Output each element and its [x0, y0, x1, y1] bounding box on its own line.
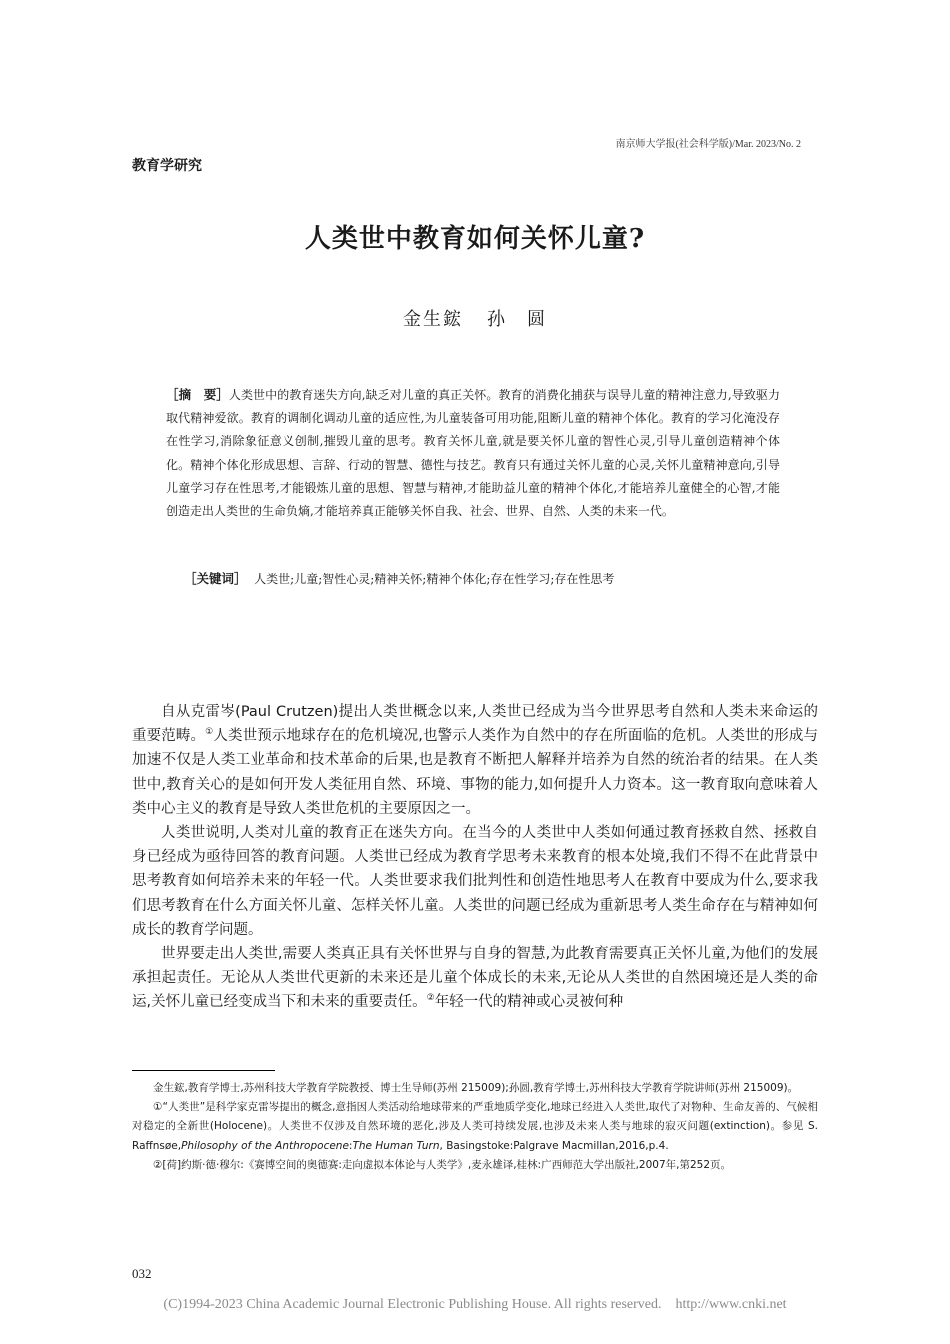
footnote-divider: [132, 1070, 275, 1071]
abstract-text: 人类世中的教育迷失方向,缺乏对儿童的真正关怀。教育的消费化捕获与误导儿童的精神注意力,导致驱力取代精神爱欲。教育的调制化调动儿童的适应性,为儿童装备可用功能,阻断儿童的精神个体化。教育的学习化淹没存在性学习,消除象征意义创制,摧毁儿童的思考。教育关怀儿童,就是要关怀儿童的智性心灵,引导儿童创造精神个体化。精神个体化形成思想、言辞、行动的智慧、德性与技艺。教育只有通过关怀儿童的心灵,关怀儿童精神意向,引导儿童学习存在性思考,才能锻炼儿童的思想、智慧与精神,才能助益儿童的精神个体化,才能培养儿童健全的心智,才能创造走出人类世的生命负熵,才能培养真正能够关怀自我、社会、世界、自然、人类的未来一代。: [166, 388, 780, 519]
footnotes: [132, 1079, 818, 1175]
author-info: 金生鋐,教育学博士,苏州科技大学教育学院教授、博士生导师(苏州 215009);孙圆,教育学博士,苏州科技大学教育学院讲师(苏州 215009)。: [153, 1082, 799, 1094]
abstract-label: ［摘 要］: [166, 387, 229, 402]
footnote-ref-1[interactable]: ①: [205, 727, 214, 738]
keywords-label: ［关键词］: [184, 571, 247, 586]
article-title: 人类世中教育如何关怀儿童?: [304, 224, 646, 254]
keywords-text: 人类世;儿童;智性心灵;精神关怀;精神个体化;存在性学习;存在性思考: [254, 572, 615, 586]
paragraph-1: 自从克雷岑(Paul Crutzen)提出人类世概念以来,人类世已经成为当今世界思考自然和人类未来命运的重要范畴。①人类世预示地球存在的危机境况,也警示人类作为自然中的存在所面临的危机。人类世的形成与加速不仅是人类工业革命和技术革命的后果,也是教育不断把人解释并培养为自然的统治者的结果。在人类世中,教育关心的是如何开发人类征用自然、环境、事物的能力,如何提升人力资本。这一教育取向意味着人类中心主义的教育是导致人类世危机的主要原因之一。: [132, 704, 818, 817]
author-1: 金生鋐: [403, 309, 463, 330]
paragraph-3: 世界要走出人类世,需要人类真正具有关怀世界与自身的智慧,为此教育需要真正关怀儿童,为他们的发展承担起责任。无论从人类世代更新的未来还是儿童个体成长的未来,无论从人类世的自然困境还是人类的命运,关怀儿童已经变成当下和未来的重要责任。②年轻一代的精神或心灵被何种: [132, 946, 818, 1011]
footnote-ref-2[interactable]: ②: [426, 993, 435, 1004]
journal-header: 南京师大学报(社会科学版)/Mar. 2023/No. 2: [615, 139, 801, 150]
section-label: 教育学研究: [132, 158, 202, 174]
paragraph-2: 人类世说明,人类对儿童的教育正在迷失方向。在当今的人类世中人类如何通过教育拯救自然、拯救自身已经成为亟待回答的教育问题。人类世已经成为教育学思考未来教育的根本处境,我们不得不在此背景中思考教育如何培养未来的年轻一代。人类世要求我们批判性和创造性地思考人在教育中要成为什么,要求我们思考教育在什么方面关怀儿童、怎样关怀儿童。人类世的问题已经成为重新思考人类生命存在与精神如何成长的教育学问题。: [132, 825, 818, 938]
page-number: 032: [132, 1266, 152, 1281]
footnote-2: ②[荷]约斯·德·穆尔:《赛博空间的奥德赛:走向虚拟本体论与人类学》,麦永雄译,桂林:广西师范大学出版社,2007年,第252页。: [153, 1158, 732, 1171]
abstract: [166, 383, 780, 523]
copyright-watermark: (C)1994-2023 China Academic Journal Electronic Publishing House. All rights reserved. http://www.cnki.net: [163, 1297, 787, 1312]
author-2: 孙 圆: [487, 309, 547, 330]
keywords: [184, 567, 784, 591]
body-text: [132, 700, 818, 1015]
authors: [0, 305, 950, 331]
footnote-1: ①“人类世”是科学家克雷岑提出的概念,意指因人类活动给地球带来的严重地质学变化,地球已经进入人类世,取代了对物种、生命友善的、气候相对稳定的全新世(Holocene)。人类世不仅涉及自然环境的恶化,涉及人类可持续发展,也涉及未来人类与地球的寂灭问题(extinction)。参见 S. Raffnsøe,Philosophy of the Anthropocene:The Human Turn, Basingstoke:Palgrave Macmillan,2016,p.4.: [132, 1101, 818, 1152]
